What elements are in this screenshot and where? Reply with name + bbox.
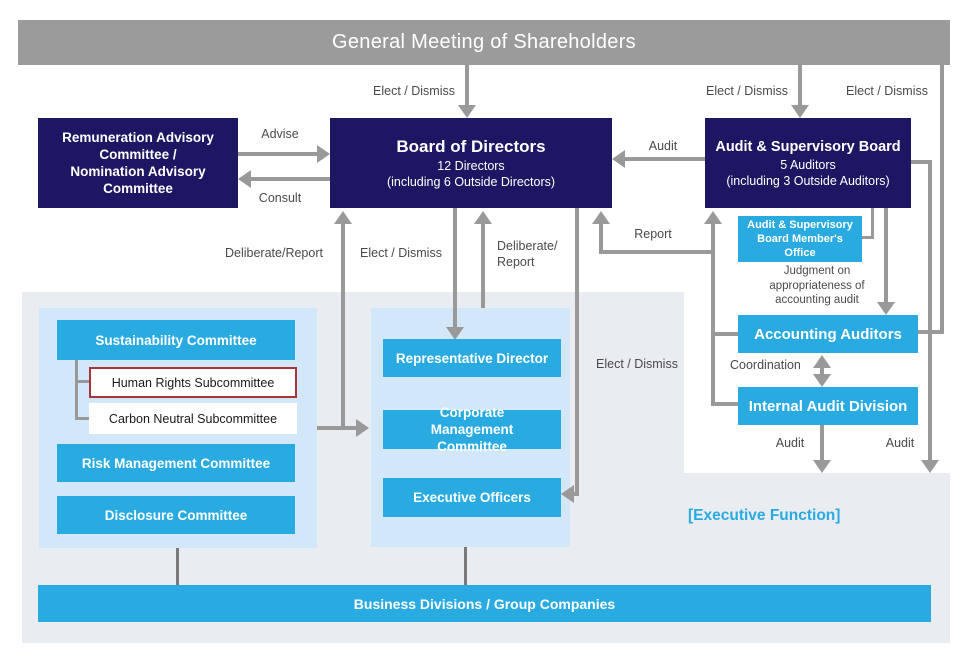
arrow-shareholders-to-board-head [458,105,476,118]
arrow-audit-spine-vline [711,222,715,406]
arrow-committees-to-executive-head [356,419,369,437]
board-of-directors-sub2: (including 6 Outside Directors) [386,175,556,189]
elect-dismiss-label-auditboard: Elect / Dismiss [706,84,788,98]
connector-executive-to-business [464,547,467,585]
audit-supervisory-board-sub2: (including 3 Outside Auditors) [726,173,890,188]
arrow-board-to-officers-head [561,485,574,503]
arrow-coordination-down-head [813,374,831,387]
elect-dismiss-label-accounting: Elect / Dismiss [846,84,928,98]
connector-committees-to-business [176,548,179,585]
remuneration-line-2: Committee / [99,147,177,162]
audit-label-internal: Audit [775,436,805,450]
judgment-label: Judgment on appropriateness of accounting audit [769,265,865,306]
executive-officers-box [383,478,561,517]
executive-function-caption: [Executive Function] [688,507,841,524]
disclosure-committee-box [57,496,295,534]
arrow-committees-deliberate-line [341,222,345,426]
disclosure-committee-label: Disclosure Committee [104,507,248,523]
coordination-label: Coordination [730,358,801,372]
office-line-1: Audit & Supervisory [747,219,853,231]
representative-director-box [383,339,561,377]
arrow-judgment-line [884,208,888,302]
board-of-directors-title: Board of Directors [396,137,546,156]
remuneration-nomination-committee-box [38,118,238,208]
arrow-consult-line [250,177,330,181]
arrow-executive-deliberate-line [481,222,485,308]
board-of-directors-sub1: 12 Directors [437,159,505,173]
accounting-auditors-box [738,315,918,353]
risk-management-committee-box [57,444,295,482]
arrow-advise-line [238,152,320,156]
business-divisions-bar [38,585,931,622]
carbon-neutral-subcommittee-box [89,403,297,434]
deliberate-report-label-left: Deliberate/Report [225,246,323,260]
connector-auditboard-office-vline [871,208,874,239]
arrow-internal-audit-down-head [813,460,831,473]
remuneration-line-3: Nomination Advisory [70,164,206,179]
connector-auditboard-office-hline [862,236,874,239]
business-divisions-label: Business Divisions / Group Companies [353,595,616,612]
representative-director-label: Representative Director [395,350,549,366]
arrow-spine-to-accounting-hline [711,332,738,336]
arrow-spine-to-internal-hline [711,402,738,406]
accounting-auditors-label: Accounting Auditors [754,325,902,343]
arrow-shareholders-to-auditboard-line [798,65,802,107]
general-meeting-title: General Meeting of Shareholders [332,31,636,53]
arrow-report-vline [599,222,603,252]
arrow-board-to-repdirector-line [453,208,457,327]
office-line-2: Board Member's [757,233,843,245]
remuneration-line-1: Remuneration Advisory [62,130,214,145]
general-meeting-banner [18,20,950,65]
arrow-board-to-officers-vline [575,208,579,496]
executive-officers-label: Executive Officers [413,490,531,505]
risk-management-committee-label: Risk Management Committee [81,455,271,471]
arrow-advise-head [317,145,330,163]
arrow-internal-audit-down-line [820,425,824,460]
tree-sustainability-vline [75,360,78,420]
audit-supervisory-board-sub1: 5 Auditors [780,157,836,172]
advise-label: Advise [261,127,299,141]
audit-label-top: Audit [648,139,678,153]
report-label: Report [634,227,672,241]
arrow-shareholders-to-auditboard-head [791,105,809,118]
arrow-shareholders-to-accounting-vline [940,65,944,332]
human-rights-subcommittee-label: Human Rights Subcommittee [111,375,275,390]
human-rights-subcommittee-box [89,367,297,398]
office-line-3: Office [784,247,816,259]
arrow-report-hline [599,250,713,254]
internal-audit-division-box [738,387,918,425]
audit-label-auditboard: Audit [885,436,915,450]
carbon-neutral-subcommittee-label: Carbon Neutral Subcommittee [108,411,278,426]
remuneration-line-4: Committee [103,181,173,196]
sustainability-committee-box [57,320,295,360]
elect-dismiss-label-board: Elect / Dismiss [373,84,455,98]
sustainability-committee-label: Sustainability Committee [95,332,257,348]
audit-supervisory-board-box [705,118,911,208]
internal-audit-division-label: Internal Audit Division [748,397,908,415]
consult-label: Consult [258,191,302,205]
elect-dismiss-label-repdirector: Elect / Dismiss [360,246,442,260]
deliberate-report-line1: Deliberate/ [497,239,558,253]
corporate-management-committee-label: Corporate Management Committee [430,405,514,454]
deliberate-report-label-right [497,238,557,270]
arrow-auditboard-audit-head [921,460,939,473]
arrow-audit-line [624,157,705,161]
audit-board-members-office-box [738,216,862,262]
audit-supervisory-board-title: Audit & Supervisory Board [715,138,901,155]
arrow-committees-to-executive-line [317,426,358,430]
board-of-directors-box [330,118,612,208]
corporate-management-committee-box [383,405,561,454]
deliberate-report-line2: Report [497,255,535,269]
elect-dismiss-label-officers: Elect / Dismiss [596,357,678,371]
arrow-shareholders-to-board-line [465,65,469,107]
arrow-auditboard-audit-vline [928,160,932,460]
